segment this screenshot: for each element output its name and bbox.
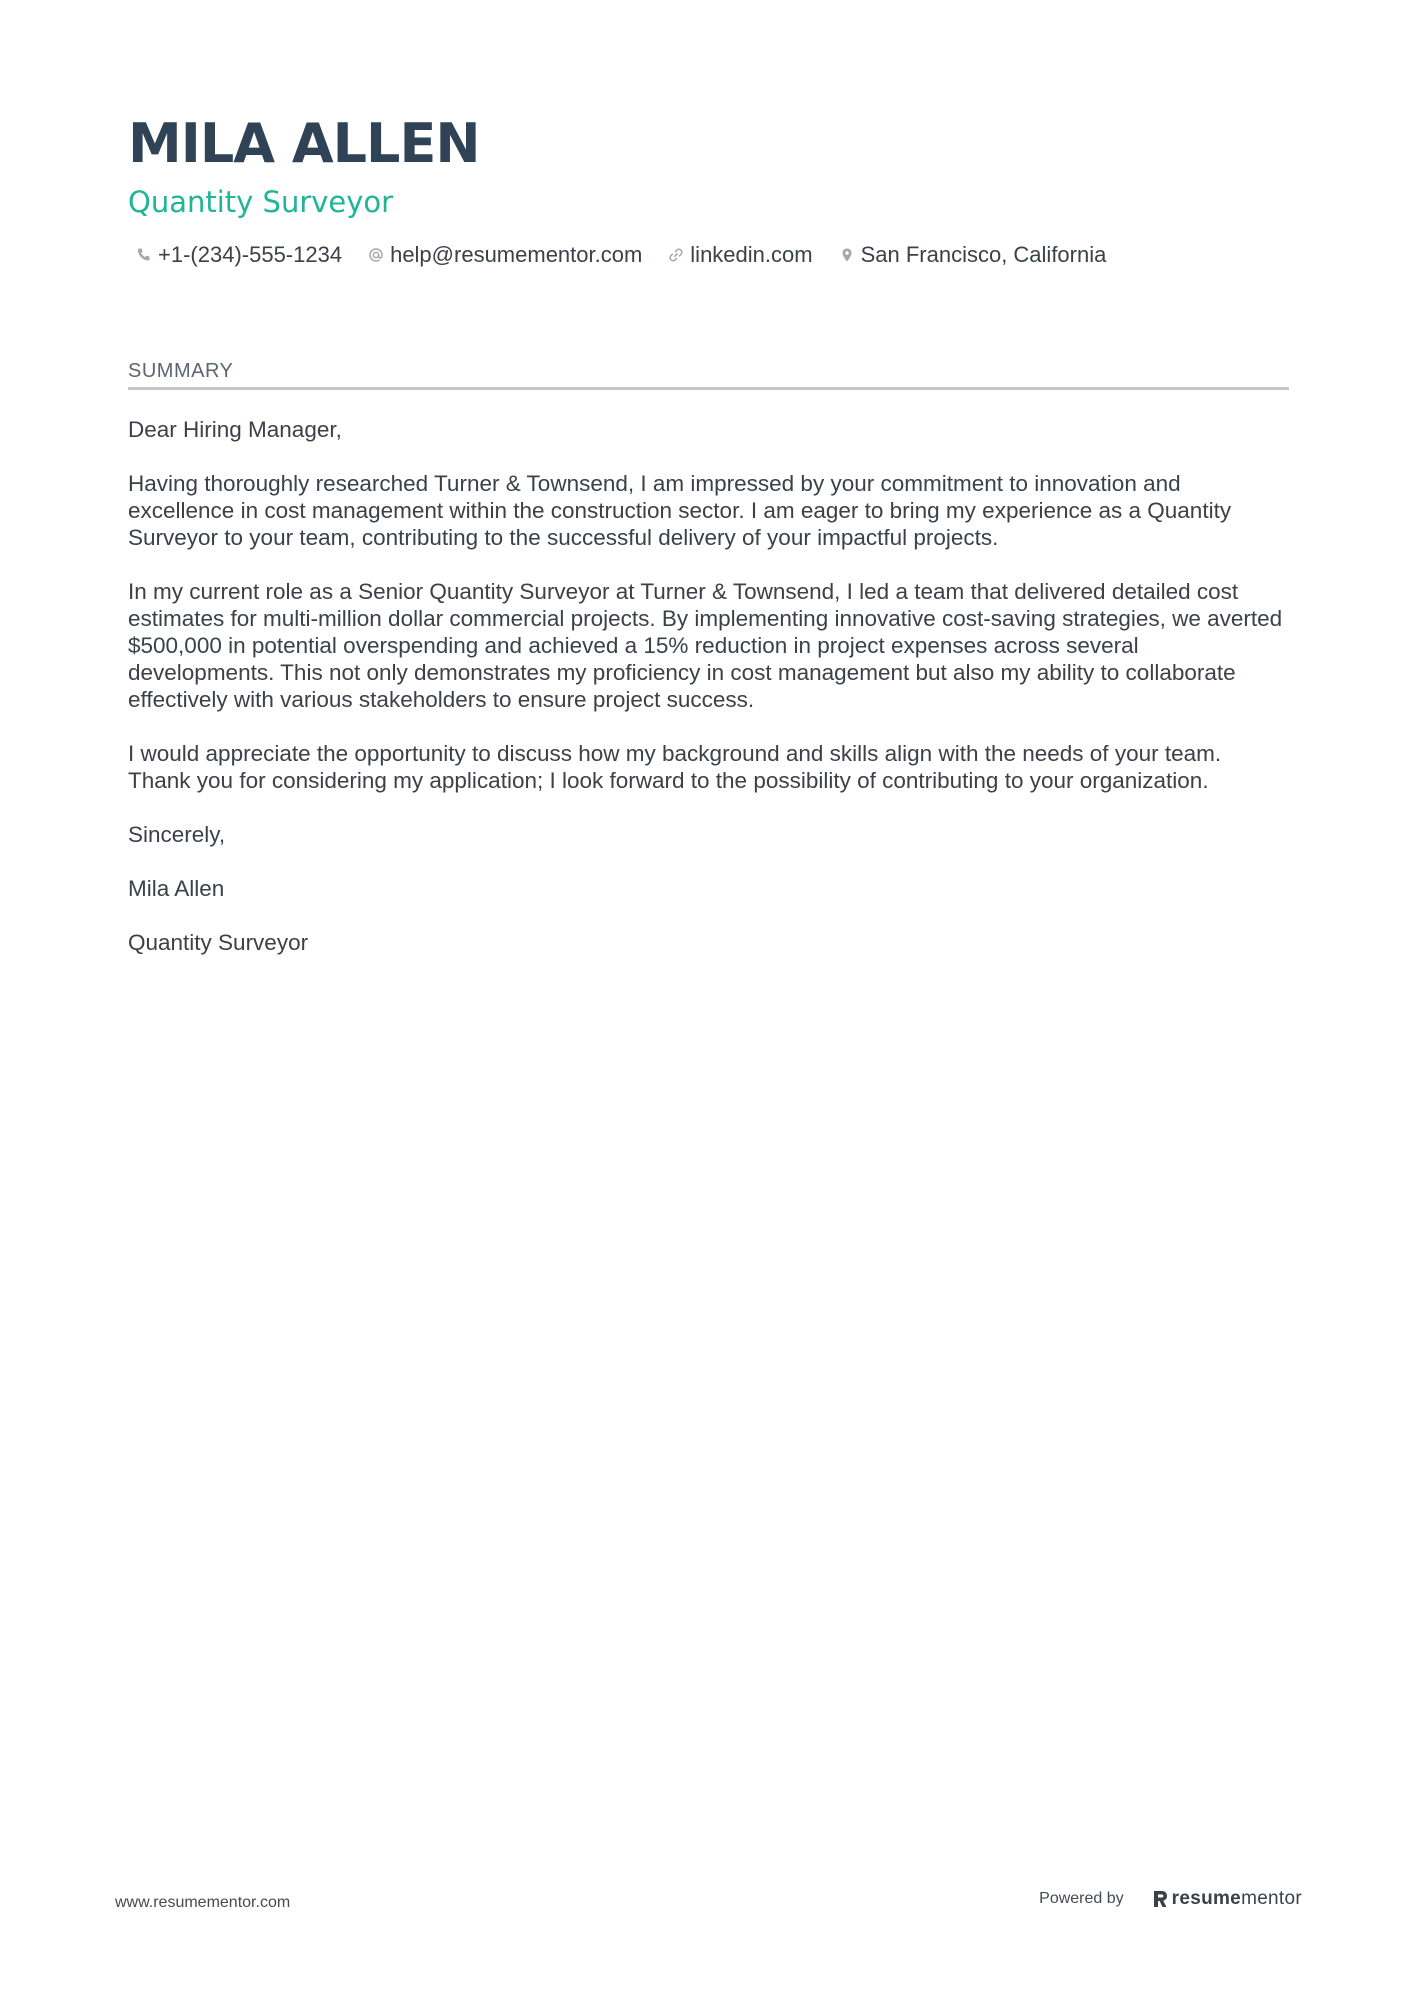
cover-letter-page [128, 112, 1289, 983]
candidate-name: MILA ALLEN [128, 112, 480, 175]
phone-text: +1-(234)-555-1234 [158, 242, 343, 267]
resumementor-logo-icon [1152, 1889, 1168, 1909]
powered-by-label: Powered by [1039, 1890, 1124, 1907]
location-text: San Francisco, California [860, 242, 1107, 267]
linkedin-text: linkedin.com [690, 242, 813, 267]
letter-greeting: Dear Hiring Manager, [128, 417, 342, 442]
phone-icon [136, 247, 152, 263]
candidate-role: Quantity Surveyor [128, 185, 394, 219]
signature-title: Quantity Surveyor [128, 930, 309, 955]
email-text: help@resumementor.com [390, 242, 643, 267]
contact-location [839, 242, 1107, 268]
brand-name-part1: resume [1171, 1888, 1242, 1909]
footer-website[interactable]: www.resumementor.com [115, 1894, 291, 1911]
at-icon [368, 247, 384, 263]
signature-name: Mila Allen [128, 876, 225, 901]
section-title-summary: SUMMARY [128, 360, 1289, 390]
location-pin-icon [839, 247, 855, 263]
contact-email[interactable] [368, 242, 642, 268]
letter-paragraph: Having thoroughly researched Turner & Townsend, I am impressed by your commitment to innovation and excellence in cost management within the construction sector. I am eager to bring my experience as a Quantity Surveyor to your team, contributing to the successful delivery of your impactful projects. [128, 471, 1232, 550]
link-icon [668, 247, 684, 263]
contact-phone [136, 242, 342, 268]
contact-bar [128, 240, 1289, 270]
letter-paragraph: In my current role as a Senior Quantity Surveyor at Turner & Townsend, I led a team that delivered detailed cost estimates for multi-million dollar commercial projects. By implementing innovative cost-saving strategies, we averted $500,000 in potential overspending and achieved a 15% reduction in project expenses across several developments. This not only demonstrates my proficiency in cost management but also my ability to collaborate effectively with various stakeholders to ensure project success. [128, 579, 1283, 712]
footer-branding [1039, 1888, 1302, 1910]
brand-logo[interactable] [1152, 1888, 1302, 1910]
letter-paragraph: I would appreciate the opportunity to discuss how my background and skills align with the needs of your team. Thank you for considering my application; I look forward to the possibility of contributing to your organization. [128, 741, 1222, 793]
contact-linkedin[interactable] [668, 242, 812, 268]
letter-body [128, 416, 1289, 956]
brand-name-part2: mentor [1241, 1888, 1302, 1909]
letter-closing: Sincerely, [128, 822, 226, 847]
